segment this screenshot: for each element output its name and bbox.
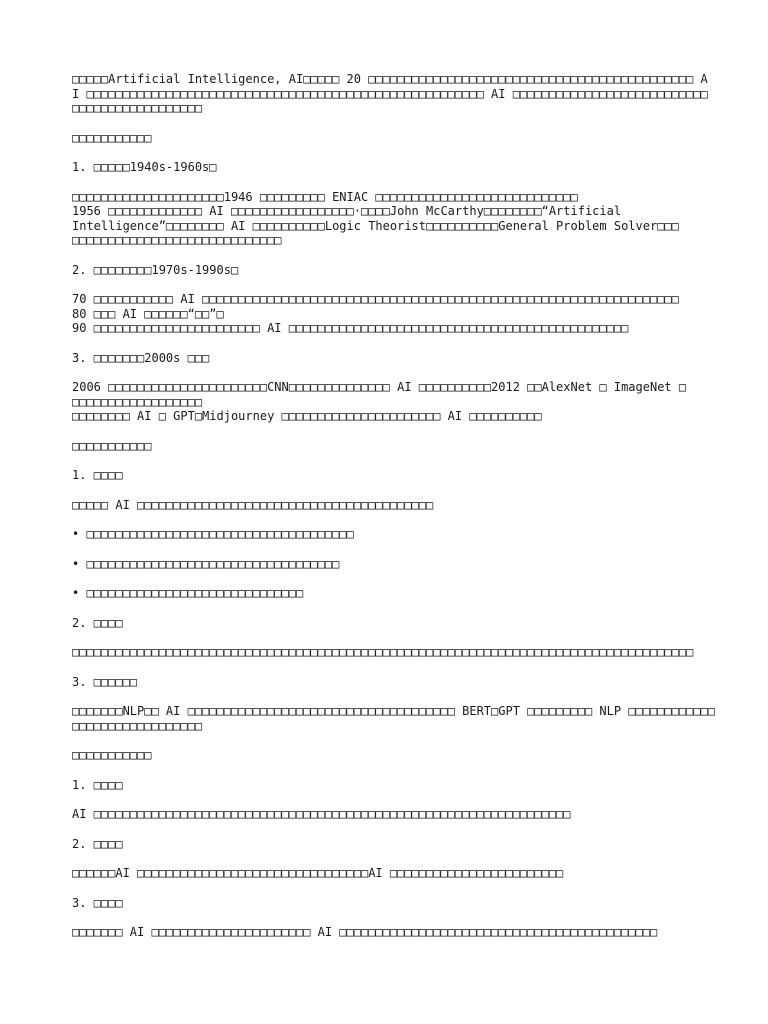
s2-item3-paragraph [72,704,715,733]
text-line: □□□□□□□□□□□□□□□□□□□□□1946 □□□□□□□□□ ENIAC □□□□□□□□□□□□□□□□□□□□□□□□□□□□ [72,189,578,204]
s3-item1-heading: 1. □□□□ [72,777,123,792]
s3-item1-paragraph: AI □□□□□□□□□□□□□□□□□□□□□□□□□□□□□□□□□□□□□□□□□□□□□□□□□□□□□□□□□□□□□□□□□□ [72,807,571,821]
text-line: 70 □□□□□□□□□□□ AI □□□□□□□□□□□□□□□□□□□□□□□□□□□□□□□□□□□□□□□□□□□□□□□□□□□□□□□□□□□□□□□□□□ [72,292,679,306]
text-line: 80 □□□ AI □□□□□□“□□”□ [72,306,224,321]
s1-item1-paragraph [72,190,708,248]
s2-item3-heading: 3. □□□□□□ [72,674,138,689]
s2-item2-heading: 2. □□□□ [72,615,123,630]
section2-heading: □□□□□□□□□□□ [72,438,152,453]
text-line: Intelligence”□□□□□□□□ AI □□□□□□□□□□Logic Theorist□□□□□□□□□□General Problem Solver□□□ [72,218,679,233]
bullet-item: • □□□□□□□□□□□□□□□□□□□□□□□□□□□□□□□□□□□ [72,556,340,571]
text-line: □□□□□□□□□□□□□□□□□□ [72,718,203,733]
s2-item2-paragraph: □□□□□□□□□□□□□□□□□□□□□□□□□□□□□□□□□□□□□□□□□□□□□□□□□□□□□□□□□□□□□□□□□□□□□□□□□□□□□□□□□□□□□□ [72,645,694,659]
text-line: □□□□□□□□ AI □ GPT□Midjourney □□□□□□□□□□□□□□□□□□□□□□ AI □□□□□□□□□□ [72,409,542,423]
s1-item2-heading: 2. □□□□□□□□1970s-1990s□ [72,262,239,277]
s3-item2-heading: 2. □□□□ [72,836,123,851]
s1-item1-heading: 1. □□□□□1940s-1960s□ [72,160,217,174]
s1-item3-paragraph [72,380,708,424]
s3-item3-heading: 3. □□□□ [72,895,123,910]
section1-heading: □□□□□□□□□□□ [72,130,152,145]
bullet-item: • □□□□□□□□□□□□□□□□□□□□□□□□□□□□□□□□□□□□□ [72,527,354,541]
text-line: □□□□□□□NLP□□ AI □□□□□□□□□□□□□□□□□□□□□□□□□□□□□□□□□□□□□ BERT□GPT □□□□□□□□□ NLP □□□□□□□□□□□□ [72,704,715,718]
s1-item2-paragraph [72,292,708,336]
s2-item1-paragraph: □□□□□ AI □□□□□□□□□□□□□□□□□□□□□□□□□□□□□□□□□□□□□□□□□ [72,497,434,512]
text-line: □□□□□□□□□□□□□□□□□□□□□□□□□□□□□ [72,233,282,247]
s1-item3-heading: 3. □□□□□□□2000s □□□ [72,350,210,365]
text-line: 2006 □□□□□□□□□□□□□□□□□□□□□□CNN□□□□□□□□□□□□□□ AI □□□□□□□□□□2012 □□AlexNet □ ImageNet □ [72,380,687,394]
text-line: □□□□□□□□□□□□□□□□□□ [72,394,203,409]
document-body [72,72,715,955]
text-line: 1956 □□□□□□□□□□□□□ AI □□□□□□□□□□□□□□□□□·□□□□John McCarthy□□□□□□□□“Artificial [72,204,622,218]
bullet-item: • □□□□□□□□□□□□□□□□□□□□□□□□□□□□□□ [72,586,304,600]
s2-item1-heading: 1. □□□□ [72,468,123,482]
section3-heading: □□□□□□□□□□□ [72,748,152,762]
s3-item2-paragraph: □□□□□□AI □□□□□□□□□□□□□□□□□□□□□□□□□□□□□□□□AI □□□□□□□□□□□□□□□□□□□□□□□□ [72,866,564,880]
intro-paragraph: □□□□□Artificial Intelligence, AI□□□□□ 20 □□□□□□□□□□□□□□□□□□□□□□□□□□□□□□□□□□□□□□□□□□□□□ AI □□□□□□□□□□□□□□□□□□□□□□□□□□□□□□□□□□□□□□□□□□□□□□□□□□□□□□□ AI □□□□□□□□□□□□□□□□□□□□□□□□□□□□□□□□□□□□□□□□□□□□□ [72,72,708,115]
text-line: 90 □□□□□□□□□□□□□□□□□□□□□□□ AI □□□□□□□□□□□□□□□□□□□□□□□□□□□□□□□□□□□□□□□□□□□□□□□ [72,321,629,335]
s3-item3-paragraph: □□□□□□□ AI □□□□□□□□□□□□□□□□□□□□□□ AI □□□□□□□□□□□□□□□□□□□□□□□□□□□□□□□□□□□□□□□□□□□□ [72,925,658,939]
